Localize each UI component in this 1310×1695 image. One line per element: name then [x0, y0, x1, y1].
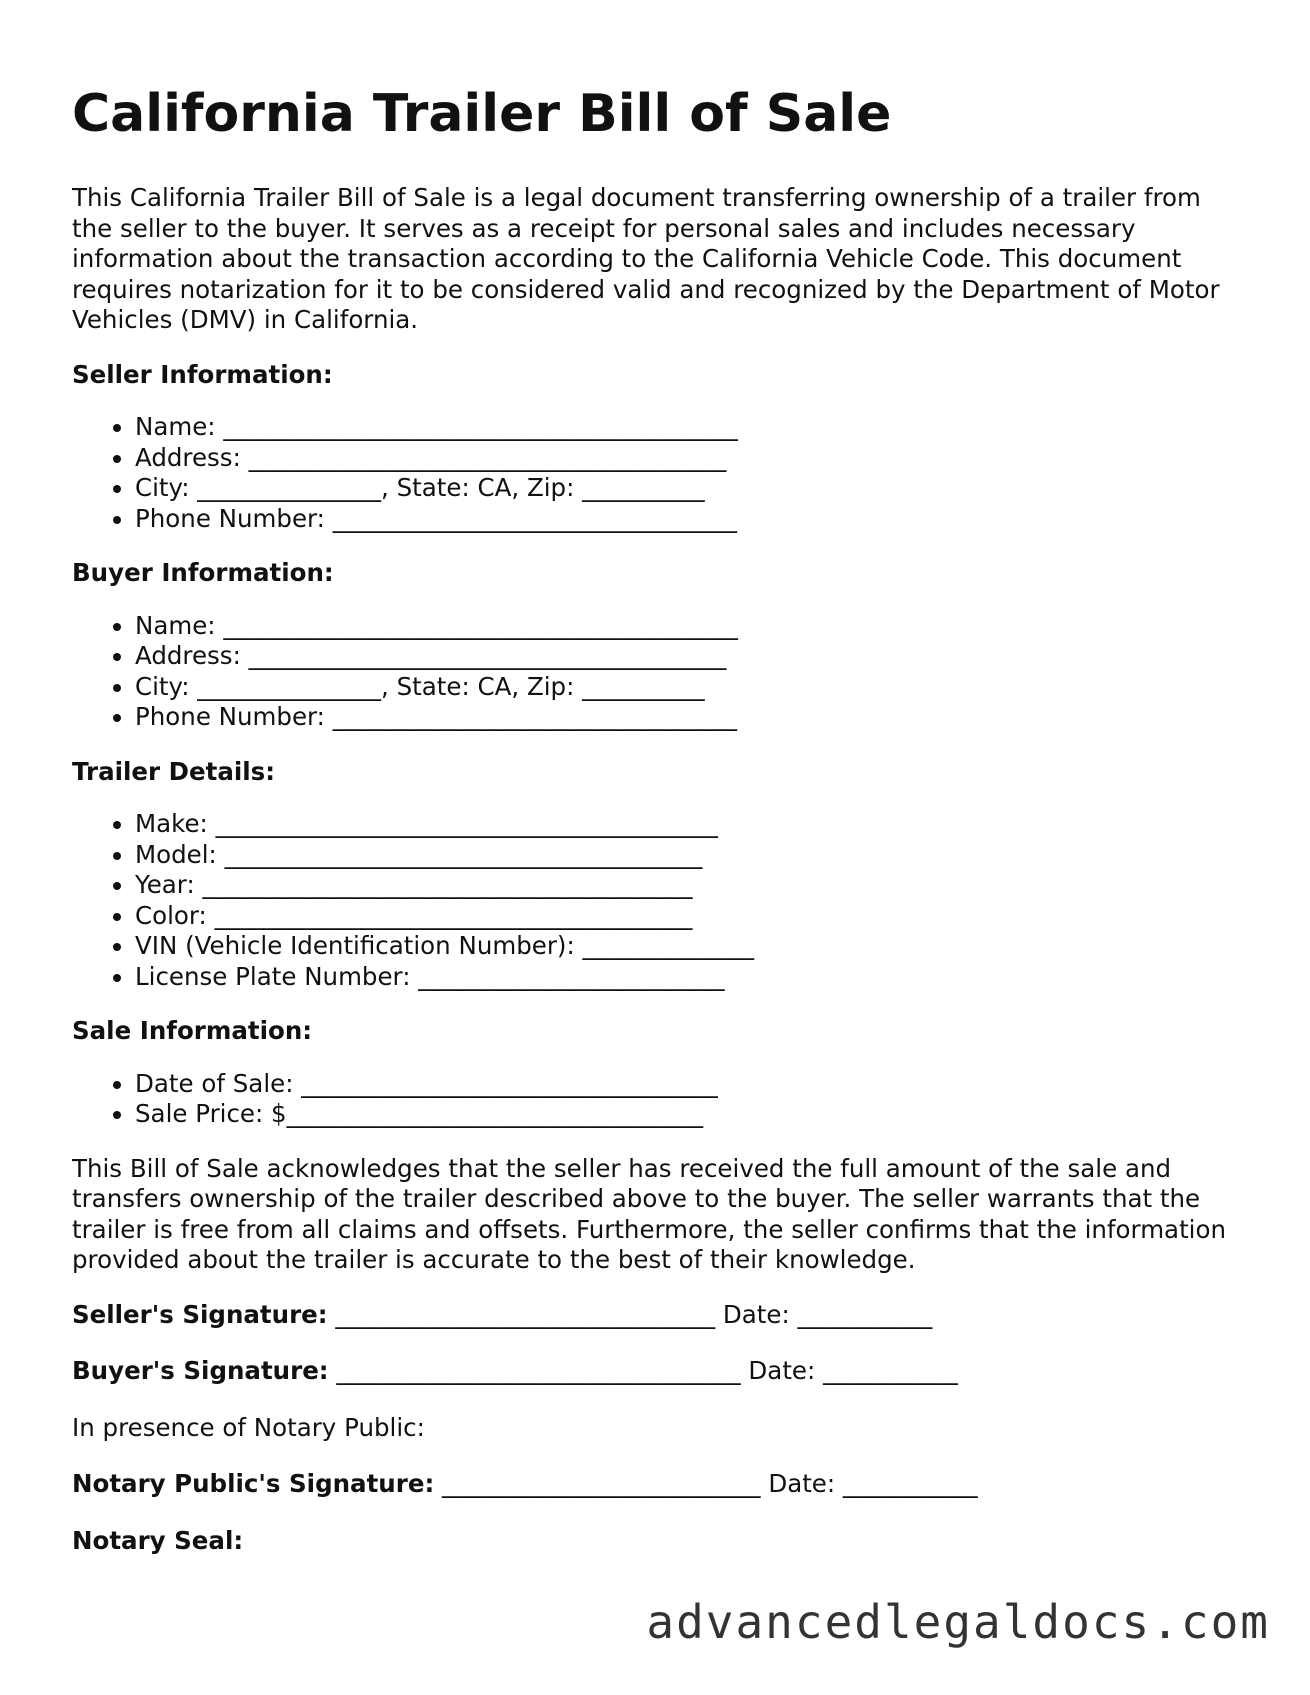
notary-seal-label: Notary Seal: — [72, 1525, 244, 1555]
intro-paragraph: This California Trailer Bill of Sale is a legal document transferring ownership of a trailer from the seller to the buyer. It serves as a receipt for personal sales and includes necessary information about the transaction according to the California Vehicle Code. This document requires notarization for it to be considered valid and recognized by the Department of Motor Vehicles (DMV) in California. — [72, 183, 1220, 335]
buyer-heading: Buyer Information: — [72, 558, 334, 588]
trailer-year-field: • Year: ________________________________________ — [135, 870, 1242, 901]
seller-signature-line — [72, 1300, 1242, 1331]
seller-fields — [72, 412, 1242, 534]
sale-heading: Sale Information: — [72, 1016, 313, 1046]
trailer-model-field: • Model: _______________________________________ — [135, 840, 1242, 871]
seller-city-field: • City: _______________, State: CA, Zip: __________ — [135, 473, 1242, 504]
sale-fields — [72, 1069, 1242, 1130]
notary-signature-label: Notary Public's Signature: — [72, 1469, 435, 1499]
seller-heading: Seller Information: — [72, 359, 333, 389]
buyer-signature-label: Buyer's Signature: — [72, 1356, 329, 1386]
seller-signature-blank: _______________________________ Date: ___________ — [327, 1299, 933, 1329]
trailer-plate-field: • License Plate Number: _________________________ — [135, 962, 1242, 993]
buyer-phone-field: • Phone Number: _________________________________ — [135, 702, 1242, 733]
seller-name-field: • Name: __________________________________________ — [135, 412, 1242, 443]
trailer-vin-field: • VIN (Vehicle Identification Number): ______________ — [135, 931, 1242, 962]
notary-seal-line — [72, 1526, 1242, 1557]
seller-signature-label: Seller's Signature: — [72, 1299, 328, 1329]
seller-address-field: • Address: _______________________________________ — [135, 443, 1242, 474]
acknowledgment-paragraph: This Bill of Sale acknowledges that the seller has received the full amount of the sale and transfers ownership of the trailer described above to the buyer. The seller warrants that the trailer is free from all claims and offsets. Furthermore, the seller confirms that the information provided about the trailer is accurate to the best of their knowledge. — [72, 1153, 1227, 1275]
buyer-signature-blank: _________________________________ Date: ___________ — [328, 1356, 958, 1386]
trailer-fields — [72, 809, 1242, 992]
notary-signature-line — [72, 1469, 1242, 1500]
watermark-text: advancedlegaldocs.com — [646, 1595, 1270, 1649]
seller-phone-field: • Phone Number: _________________________________ — [135, 504, 1242, 535]
buyer-signature-line — [72, 1356, 1242, 1387]
notary-presence-text: In presence of Notary Public: — [72, 1412, 425, 1442]
buyer-fields — [72, 611, 1242, 733]
trailer-heading: Trailer Details: — [72, 756, 276, 786]
sale-date-field: • Date of Sale: __________________________________ — [135, 1069, 1242, 1100]
notary-signature-blank: __________________________ Date: ___________ — [434, 1469, 978, 1499]
trailer-color-field: • Color: _______________________________________ — [135, 901, 1242, 932]
document-title: California Trailer Bill of Sale — [72, 84, 892, 144]
buyer-name-field: • Name: __________________________________________ — [135, 611, 1242, 642]
buyer-address-field: • Address: _______________________________________ — [135, 641, 1242, 672]
buyer-city-field: • City: _______________, State: CA, Zip: __________ — [135, 672, 1242, 703]
trailer-make-field: • Make: _________________________________________ — [135, 809, 1242, 840]
document-page — [72, 86, 1242, 1582]
sale-price-field: • Sale Price: $__________________________________ — [135, 1099, 1242, 1130]
